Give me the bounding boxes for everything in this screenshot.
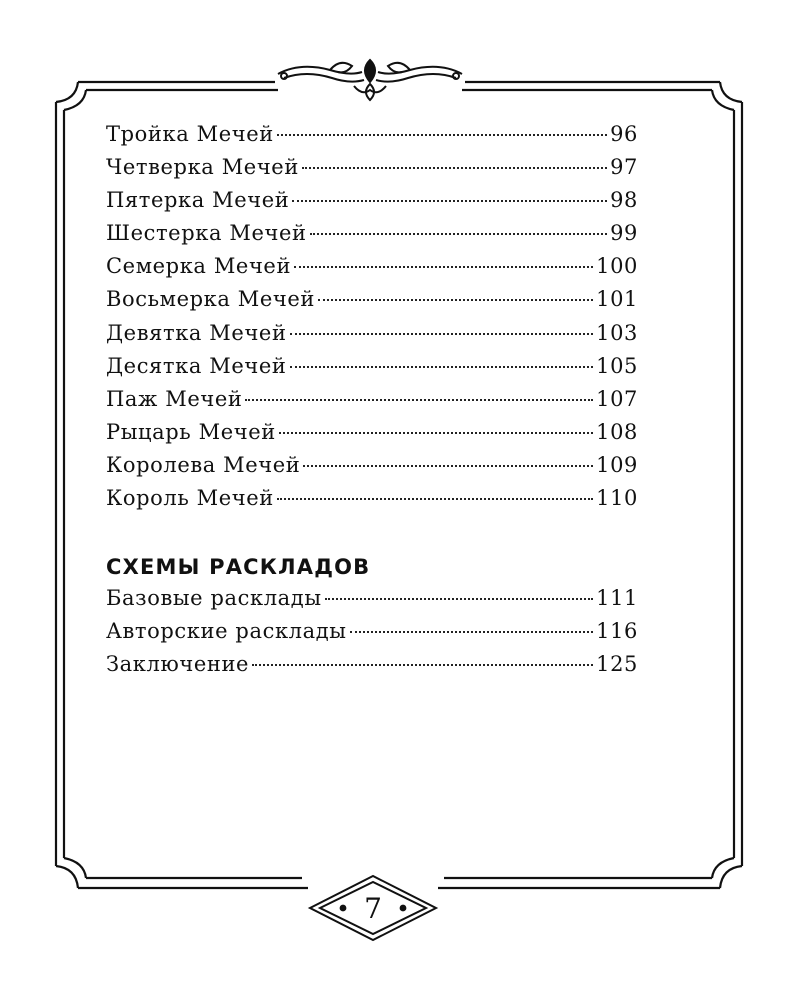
toc-entry[interactable] — [106, 586, 638, 619]
toc-entry-title: Король Мечей — [106, 486, 274, 511]
toc-entry-title: Восьмерка Мечей — [106, 287, 316, 312]
toc-entry[interactable] — [106, 619, 638, 652]
toc-entry-page: 96 — [610, 122, 638, 146]
toc-entry-page: 101 — [596, 287, 638, 312]
toc-entry-page: 116 — [596, 619, 638, 644]
toc-entry-title: Четверка Мечей — [106, 155, 299, 180]
toc-entry[interactable] — [106, 122, 638, 155]
toc-entry-page: 98 — [610, 188, 638, 213]
toc-entry-title: Десятка Мечей — [106, 353, 287, 378]
toc-entry-page: 110 — [596, 486, 638, 511]
toc-entry-title: Шестерка Мечей — [106, 221, 307, 246]
toc-entry-page: 125 — [596, 652, 638, 677]
toc-entry-page: 109 — [596, 452, 638, 477]
toc-entry[interactable] — [106, 221, 638, 254]
top-ornament — [278, 60, 462, 100]
toc-entry-title: Семерка Мечей — [106, 254, 292, 279]
dot-leader — [318, 299, 593, 301]
dot-leader — [350, 631, 594, 633]
toc-entry-title: Паж Мечей — [106, 386, 243, 411]
dot-leader — [277, 134, 607, 136]
toc-entry[interactable] — [106, 287, 638, 320]
toc-entry[interactable] — [106, 155, 638, 188]
toc-entry-title: Пятерка Мечей — [106, 188, 290, 213]
toc-entry-page: 105 — [596, 353, 638, 378]
toc-entry[interactable] — [106, 652, 638, 685]
dot-leader — [252, 664, 593, 666]
dot-leader — [303, 465, 593, 467]
dot-leader — [325, 598, 593, 600]
table-of-contents — [106, 122, 638, 685]
dot-leader — [277, 498, 593, 500]
dot-leader — [245, 399, 593, 401]
toc-entry[interactable] — [106, 354, 638, 387]
dot-leader — [302, 167, 607, 169]
toc-entry[interactable] — [106, 420, 638, 453]
toc-entry-page: 111 — [596, 586, 638, 611]
toc-entry-title: Авторские расклады — [106, 619, 347, 644]
section-heading: СХЕМЫ РАСКЛАДОВ — [106, 555, 371, 580]
toc-entry-title: Девятка Мечей — [106, 320, 287, 345]
toc-entry-page: 108 — [596, 419, 638, 444]
toc-entry-page: 103 — [596, 320, 638, 345]
toc-entry[interactable] — [106, 453, 638, 486]
toc-entry-page: 100 — [596, 254, 638, 279]
toc-entry-page: 97 — [610, 155, 638, 180]
page-number: 7 — [364, 892, 382, 925]
toc-entry[interactable] — [106, 188, 638, 221]
toc-entry[interactable] — [106, 486, 638, 519]
dot-leader — [310, 233, 607, 235]
toc-entry[interactable] — [106, 254, 638, 287]
dot-leader — [294, 266, 593, 268]
toc-entry[interactable] — [106, 387, 638, 420]
toc-entry-page: 107 — [596, 386, 638, 411]
toc-entry-title: Заключение — [106, 652, 250, 677]
toc-entry-title: Королева Мечей — [106, 452, 301, 477]
toc-entry[interactable] — [106, 321, 638, 354]
dot-leader — [290, 333, 594, 335]
toc-entry-title: Рыцарь Мечей — [106, 419, 276, 444]
dot-leader — [292, 200, 607, 202]
dot-leader — [290, 366, 594, 368]
toc-entry-page: 99 — [610, 221, 638, 246]
toc-entry-title: Тройка Мечей — [106, 122, 274, 146]
dot-leader — [279, 432, 593, 434]
toc-entry-title: Базовые расклады — [106, 586, 322, 611]
